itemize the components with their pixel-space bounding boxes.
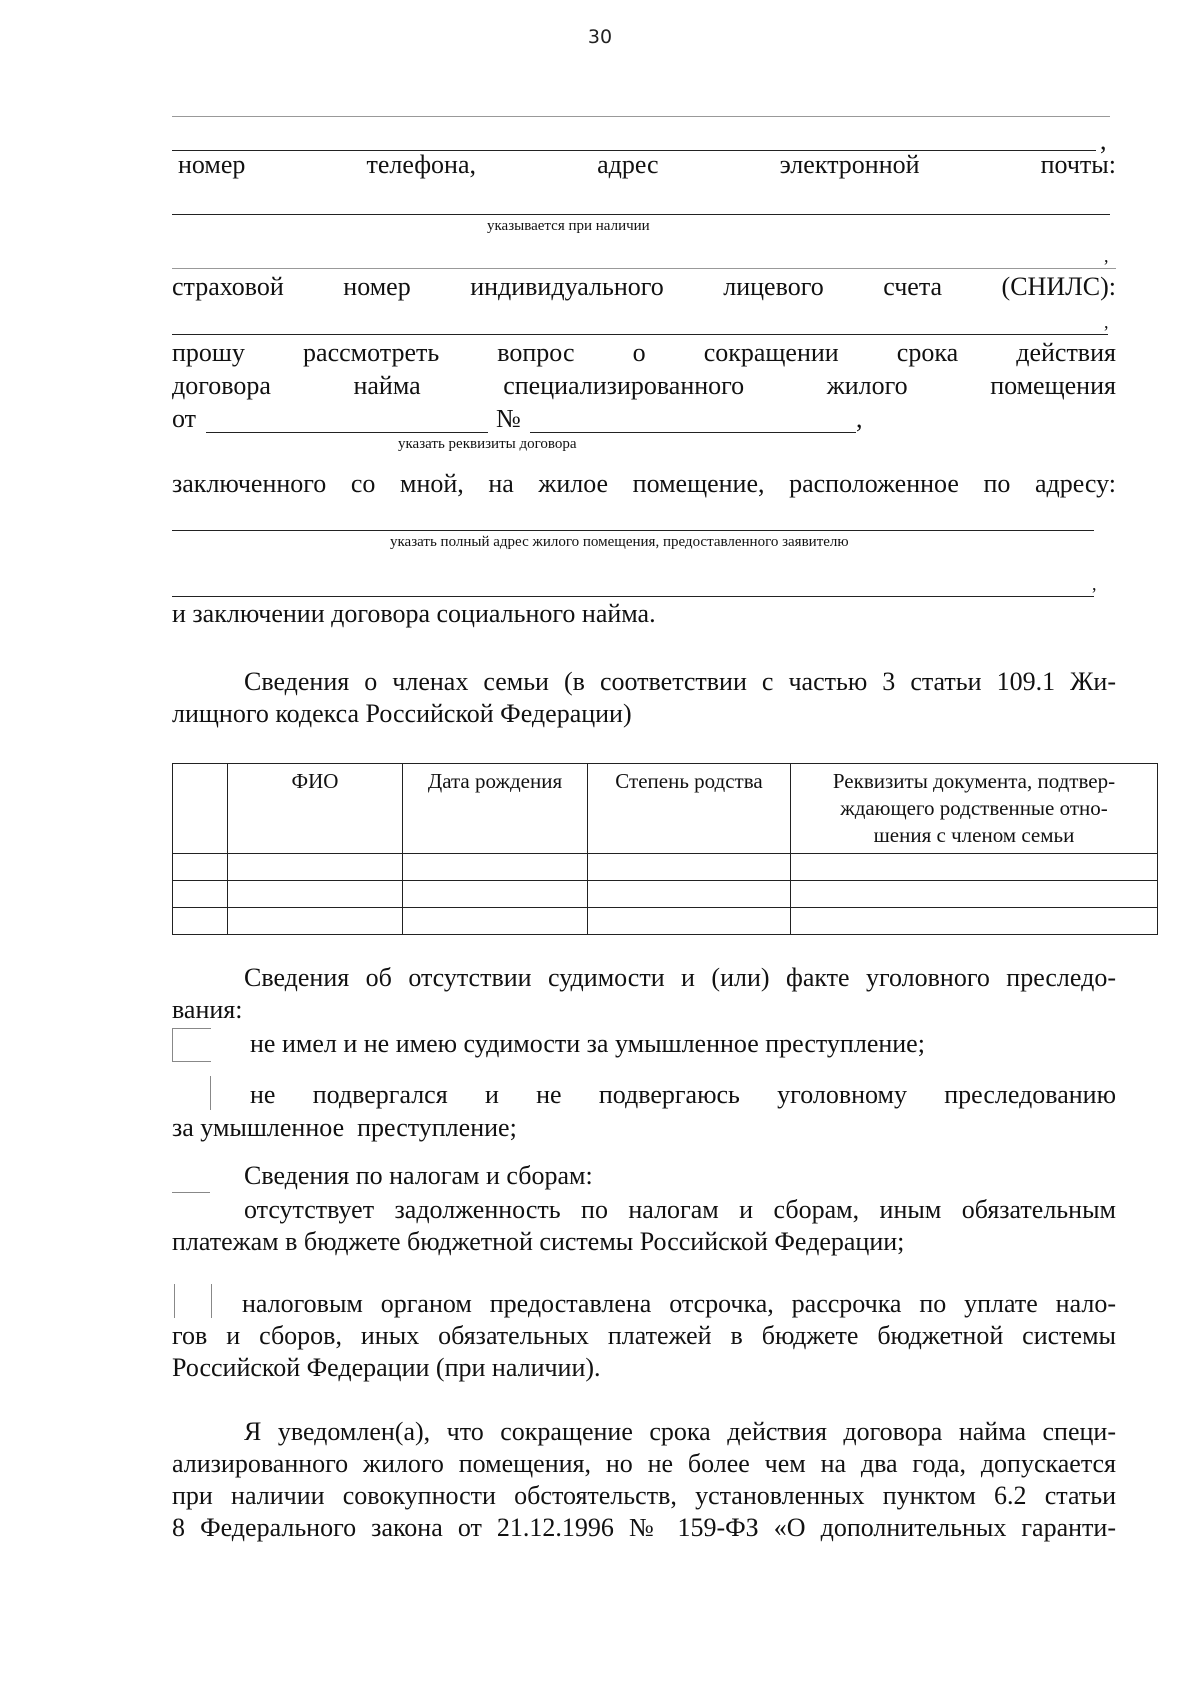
table-cell[interactable] [228,854,403,881]
column-header-document [791,764,1158,854]
table-cell[interactable] [588,854,791,881]
phone-email-hint: указывается при наличии [487,218,650,234]
phone-email-input-line[interactable] [172,214,1110,215]
label-word: номер [178,150,246,179]
text-word: договора [172,371,271,400]
text-word: найма [353,371,421,400]
text-word: жилого [826,371,908,400]
comma: , [856,404,863,433]
label-word: электронной [779,150,920,179]
text-line: гов и сборов, иных обязательных платежей в бюджете бюджетной системы [172,1321,1116,1350]
text-word: помещения [990,371,1116,400]
text-word: специализированного [503,371,745,400]
text-word: прошу [172,338,245,367]
checkbox-no-prosecution[interactable] [210,1076,211,1110]
column-header-fio: ФИО [228,764,403,854]
table-cell[interactable] [791,908,1158,935]
table-row [173,854,1158,881]
column-header-birthdate: Дата рождения [403,764,588,854]
from-label: от [172,404,197,433]
label-word: лицевого [723,272,824,301]
page-number: 30 [587,26,613,48]
text-line: Российской Федерации (при наличии). [172,1353,601,1382]
notice-paragraph [172,1416,1116,1544]
address-hint: указать полный адрес жилого помещения, предоставленного заявителю [390,534,849,550]
text-line: Сведения об отсутствии судимости и (или) факте уголовного преследо- [244,963,1116,992]
label-word: адрес [597,150,659,179]
criminal-intro [172,962,1116,1026]
text-line: заключенного со мной, на жилое помещение, расположенное по адресу: [172,469,1116,498]
label-word: почты: [1040,150,1116,179]
text-word: действия [1016,338,1116,367]
table-cell[interactable] [173,908,228,935]
request-line-2 [172,371,1116,401]
label-word: страховой [172,272,284,301]
phone-email-label [178,150,1116,180]
table-cell[interactable] [403,881,588,908]
text-word: подвергаюсь [598,1080,740,1109]
family-intro [172,666,1116,730]
text-line: ализированного жилого помещения, но не более чем на два года, допускается [172,1449,1116,1478]
fill-line [172,268,1116,269]
text-word: подвергался [312,1080,448,1109]
text-word: вопрос [497,338,575,367]
label-word: счета [883,272,943,301]
address-input-line[interactable] [172,530,1094,531]
concluded-text [172,468,1116,500]
table-row [173,881,1158,908]
taxes-option-deferral [172,1288,1116,1384]
table-cell[interactable] [173,881,228,908]
fill-line [172,116,1110,117]
table-cell[interactable] [173,854,228,881]
request-line-1 [172,338,1116,368]
option-no-prosecution-line-2: за умышленное преступление; [172,1113,517,1142]
text-line: отсутствует задолженность по налогам и сборам, иным обязательным [244,1195,1116,1224]
comma: , [1100,126,1107,155]
text-line: и заключении договора социального найма. [172,599,656,628]
contract-hint: указать реквизиты договора [398,436,577,452]
option-no-prosecution-line-1 [250,1080,1116,1110]
column-header-index [173,764,228,854]
table-header-row [173,764,1158,854]
table-cell[interactable] [228,881,403,908]
contract-number-input-line[interactable] [530,432,856,433]
family-members-table [172,763,1158,935]
text-word: не [250,1080,276,1109]
comma: , [1092,574,1097,594]
text-line: налоговым органом предоставлена отсрочка, рассрочка по уплате нало- [242,1289,1116,1318]
header-text-line: Реквизиты документа, подтвер- [832,769,1116,793]
text-line: лищного кодекса Российской Федерации) [172,699,632,728]
table-row [173,908,1158,935]
address-input-line-2[interactable] [172,596,1094,597]
number-sign: № [496,404,521,433]
comma: , [1104,246,1109,266]
text-line: при наличии совокупности обстоятельств, установленных пунктом 6.2 статьи [172,1481,1116,1510]
table-cell[interactable] [588,908,791,935]
label-word: номер [343,272,411,301]
text-line: платежам в бюджете бюджетной системы Российской Федерации; [172,1227,905,1256]
taxes-option-no-debt [172,1194,1116,1258]
header-text-line: шения с членом семьи [873,823,1075,847]
text-line: вания: [172,995,243,1024]
text-word: и [484,1080,499,1109]
table-cell[interactable] [228,908,403,935]
text-word: не [536,1080,562,1109]
table-cell[interactable] [403,908,588,935]
text-word: срока [896,338,959,367]
label-word: телефона, [366,150,477,179]
text-line: Сведения о членах семьи (в соответствии с частью 3 статьи 109.1 Жи- [244,667,1116,696]
label-word: (СНИЛС): [1001,272,1116,301]
comma: , [1104,312,1109,332]
text-line: 8 Федерального закона от 21.12.1996 № 159-ФЗ «О дополнительных гаранти- [172,1513,1116,1542]
text-word: рассмотреть [303,338,440,367]
option-no-conviction: не имел и не имею судимости за умышленное преступление; [250,1029,925,1058]
text-word: уголовному [777,1080,907,1109]
taxes-title: Сведения по налогам и сборам: [244,1161,593,1190]
snils-label [172,272,1116,302]
social-lease-text [172,598,1116,630]
snils-input-line[interactable] [172,334,1108,335]
table-cell[interactable] [791,881,1158,908]
checkbox-taxes[interactable] [172,1192,210,1193]
text-word: сокращении [703,338,839,367]
contract-date-input-line[interactable] [206,432,488,433]
text-line: Я уведомлен(а), что сокращение срока действия договора найма специ- [244,1417,1116,1446]
checkbox-no-conviction[interactable] [172,1028,211,1062]
text-word: преследованию [944,1080,1116,1109]
text-word: о [632,338,646,367]
column-header-relation: Степень родства [588,764,791,854]
table-cell[interactable] [588,881,791,908]
table-cell[interactable] [791,854,1158,881]
label-word: индивидуального [470,272,664,301]
table-cell[interactable] [403,854,588,881]
header-text-line: ждающего родственные отно- [840,796,1108,820]
